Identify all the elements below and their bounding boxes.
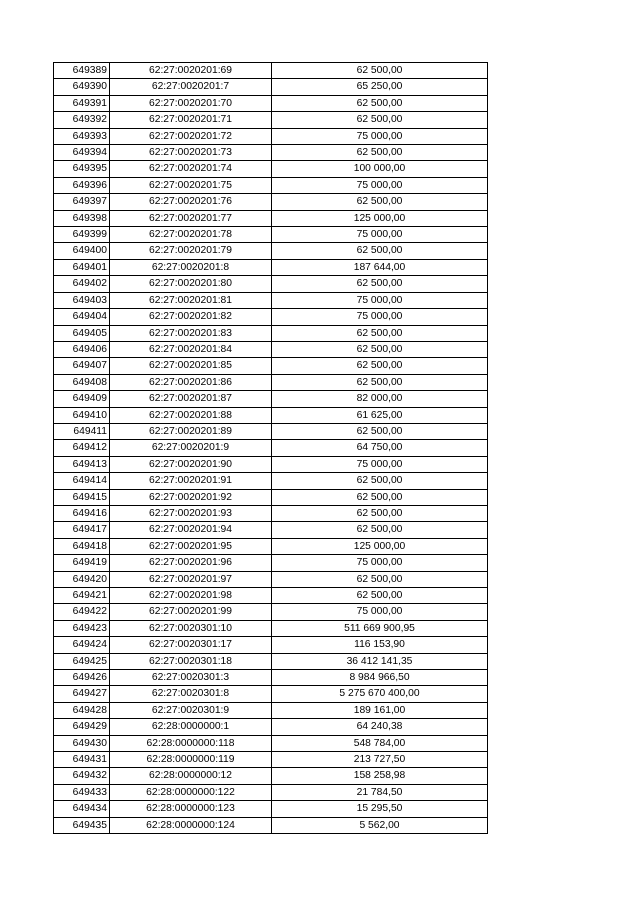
row-id-cell: 649392: [54, 112, 110, 128]
value-cell: 5 562,00: [272, 817, 488, 833]
cadastral-number-cell: 62:27:0020201:8: [110, 259, 272, 275]
cadastral-number-cell: 62:27:0020201:69: [110, 63, 272, 79]
cadastral-number-cell: 62:27:0020201:90: [110, 456, 272, 472]
value-cell: 62 500,00: [272, 112, 488, 128]
cadastral-number-cell: 62:27:0020201:79: [110, 243, 272, 259]
table-row: [54, 276, 488, 292]
cadastral-number-cell: 62:27:0020201:75: [110, 177, 272, 193]
row-id-cell: 649401: [54, 259, 110, 275]
row-id-cell: 649414: [54, 473, 110, 489]
table-row: [54, 571, 488, 587]
cadastral-number-cell: 62:27:0020201:94: [110, 522, 272, 538]
value-cell: 8 984 966,50: [272, 670, 488, 686]
row-id-cell: 649396: [54, 177, 110, 193]
row-id-cell: 649394: [54, 145, 110, 161]
table-row: [54, 489, 488, 505]
value-cell: 75 000,00: [272, 309, 488, 325]
table-row: [54, 292, 488, 308]
row-id-cell: 649434: [54, 801, 110, 817]
table-row: [54, 374, 488, 390]
cadastral-number-cell: 62:27:0020201:80: [110, 276, 272, 292]
cadastral-number-cell: 62:27:0020201:77: [110, 210, 272, 226]
value-cell: 62 500,00: [272, 423, 488, 439]
row-id-cell: 649421: [54, 588, 110, 604]
cadastral-number-cell: 62:27:0020301:9: [110, 702, 272, 718]
cadastral-number-cell: 62:27:0020201:81: [110, 292, 272, 308]
row-id-cell: 649393: [54, 128, 110, 144]
table-row: [54, 817, 488, 833]
cadastral-number-cell: 62:28:0000000:124: [110, 817, 272, 833]
table-row: [54, 391, 488, 407]
table-row: [54, 473, 488, 489]
value-cell: 36 412 141,35: [272, 653, 488, 669]
row-id-cell: 649403: [54, 292, 110, 308]
row-id-cell: 649404: [54, 309, 110, 325]
cadastral-number-cell: 62:28:0000000:118: [110, 735, 272, 751]
value-cell: 62 500,00: [272, 522, 488, 538]
value-cell: 75 000,00: [272, 604, 488, 620]
row-id-cell: 649423: [54, 620, 110, 636]
row-id-cell: 649412: [54, 440, 110, 456]
row-id-cell: 649425: [54, 653, 110, 669]
value-cell: 158 258,98: [272, 768, 488, 784]
value-cell: 187 644,00: [272, 259, 488, 275]
cadastral-number-cell: 62:27:0020201:84: [110, 341, 272, 357]
row-id-cell: 649427: [54, 686, 110, 702]
row-id-cell: 649419: [54, 555, 110, 571]
value-cell: 62 500,00: [272, 473, 488, 489]
table-row: [54, 588, 488, 604]
cadastral-number-cell: 62:27:0020301:3: [110, 670, 272, 686]
data-table-container: [53, 62, 487, 834]
value-cell: 100 000,00: [272, 161, 488, 177]
row-id-cell: 649432: [54, 768, 110, 784]
cadastral-number-cell: 62:27:0020201:9: [110, 440, 272, 456]
row-id-cell: 649430: [54, 735, 110, 751]
row-id-cell: 649422: [54, 604, 110, 620]
table-row: [54, 670, 488, 686]
table-row: [54, 440, 488, 456]
value-cell: 5 275 670 400,00: [272, 686, 488, 702]
value-cell: 189 161,00: [272, 702, 488, 718]
cadastral-number-cell: 62:27:0020201:87: [110, 391, 272, 407]
table-row: [54, 637, 488, 653]
value-cell: 75 000,00: [272, 292, 488, 308]
row-id-cell: 649415: [54, 489, 110, 505]
table-row: [54, 194, 488, 210]
table-row: [54, 538, 488, 554]
table-body: [54, 63, 488, 834]
row-id-cell: 649405: [54, 325, 110, 341]
value-cell: 62 500,00: [272, 341, 488, 357]
table-row: [54, 505, 488, 521]
row-id-cell: 649398: [54, 210, 110, 226]
value-cell: 65 250,00: [272, 79, 488, 95]
value-cell: 64 240,38: [272, 719, 488, 735]
value-cell: 125 000,00: [272, 210, 488, 226]
row-id-cell: 649429: [54, 719, 110, 735]
value-cell: 125 000,00: [272, 538, 488, 554]
row-id-cell: 649426: [54, 670, 110, 686]
table-row: [54, 456, 488, 472]
row-id-cell: 649397: [54, 194, 110, 210]
table-row: [54, 341, 488, 357]
table-row: [54, 752, 488, 768]
table-row: [54, 407, 488, 423]
table-row: [54, 555, 488, 571]
row-id-cell: 649435: [54, 817, 110, 833]
value-cell: 62 500,00: [272, 588, 488, 604]
cadastral-number-cell: 62:27:0020201:82: [110, 309, 272, 325]
row-id-cell: 649410: [54, 407, 110, 423]
row-id-cell: 649402: [54, 276, 110, 292]
row-id-cell: 649409: [54, 391, 110, 407]
cadastral-number-cell: 62:27:0020201:71: [110, 112, 272, 128]
value-cell: 62 500,00: [272, 489, 488, 505]
cadastral-number-cell: 62:27:0020201:7: [110, 79, 272, 95]
cadastral-number-cell: 62:27:0020201:85: [110, 358, 272, 374]
value-cell: 62 500,00: [272, 145, 488, 161]
row-id-cell: 649416: [54, 505, 110, 521]
cadastral-number-cell: 62:28:0000000:123: [110, 801, 272, 817]
table-row: [54, 801, 488, 817]
cadastral-number-cell: 62:27:0020301:17: [110, 637, 272, 653]
value-cell: 82 000,00: [272, 391, 488, 407]
value-cell: 62 500,00: [272, 505, 488, 521]
cadastral-number-cell: 62:27:0020201:70: [110, 95, 272, 111]
cadastral-number-cell: 62:27:0020201:88: [110, 407, 272, 423]
cadastral-number-cell: 62:27:0020201:74: [110, 161, 272, 177]
table-row: [54, 210, 488, 226]
table-row: [54, 309, 488, 325]
value-cell: 64 750,00: [272, 440, 488, 456]
table-row: [54, 145, 488, 161]
table-row: [54, 702, 488, 718]
row-id-cell: 649411: [54, 423, 110, 439]
row-id-cell: 649407: [54, 358, 110, 374]
row-id-cell: 649390: [54, 79, 110, 95]
cadastral-number-cell: 62:27:0020201:86: [110, 374, 272, 390]
table-row: [54, 653, 488, 669]
cadastral-number-cell: 62:27:0020201:76: [110, 194, 272, 210]
table-row: [54, 177, 488, 193]
table-row: [54, 128, 488, 144]
table-row: [54, 79, 488, 95]
row-id-cell: 649400: [54, 243, 110, 259]
table-row: [54, 112, 488, 128]
cadastral-number-cell: 62:27:0020301:10: [110, 620, 272, 636]
cadastral-number-cell: 62:28:0000000:119: [110, 752, 272, 768]
cadastral-number-cell: 62:27:0020201:96: [110, 555, 272, 571]
value-cell: 116 153,90: [272, 637, 488, 653]
cadastral-number-cell: 62:27:0020301:8: [110, 686, 272, 702]
value-cell: 213 727,50: [272, 752, 488, 768]
table-row: [54, 227, 488, 243]
value-cell: 62 500,00: [272, 374, 488, 390]
cadastral-number-cell: 62:28:0000000:12: [110, 768, 272, 784]
cadastral-number-cell: 62:27:0020201:72: [110, 128, 272, 144]
cadastral-number-cell: 62:27:0020201:97: [110, 571, 272, 587]
table-row: [54, 768, 488, 784]
value-cell: 75 000,00: [272, 555, 488, 571]
cadastral-number-cell: 62:27:0020301:18: [110, 653, 272, 669]
value-cell: 61 625,00: [272, 407, 488, 423]
table-row: [54, 423, 488, 439]
table-row: [54, 95, 488, 111]
table-row: [54, 735, 488, 751]
value-cell: 75 000,00: [272, 227, 488, 243]
value-cell: 15 295,50: [272, 801, 488, 817]
cadastral-number-cell: 62:27:0020201:83: [110, 325, 272, 341]
cadastral-number-cell: 62:27:0020201:92: [110, 489, 272, 505]
cadastral-number-cell: 62:27:0020201:91: [110, 473, 272, 489]
cadastral-number-cell: 62:27:0020201:78: [110, 227, 272, 243]
row-id-cell: 649406: [54, 341, 110, 357]
table-row: [54, 719, 488, 735]
cadastral-number-cell: 62:27:0020201:98: [110, 588, 272, 604]
table-row: [54, 161, 488, 177]
table-row: [54, 243, 488, 259]
row-id-cell: 649428: [54, 702, 110, 718]
value-cell: 62 500,00: [272, 63, 488, 79]
row-id-cell: 649431: [54, 752, 110, 768]
row-id-cell: 649424: [54, 637, 110, 653]
value-cell: 62 500,00: [272, 358, 488, 374]
value-cell: 21 784,50: [272, 784, 488, 800]
row-id-cell: 649417: [54, 522, 110, 538]
value-cell: 62 500,00: [272, 243, 488, 259]
row-id-cell: 649413: [54, 456, 110, 472]
value-cell: 548 784,00: [272, 735, 488, 751]
table-row: [54, 63, 488, 79]
table-row: [54, 784, 488, 800]
table-row: [54, 358, 488, 374]
cadastral-number-cell: 62:28:0000000:122: [110, 784, 272, 800]
value-cell: 62 500,00: [272, 325, 488, 341]
table-row: [54, 522, 488, 538]
table-row: [54, 620, 488, 636]
table-row: [54, 325, 488, 341]
row-id-cell: 649389: [54, 63, 110, 79]
value-cell: 62 500,00: [272, 571, 488, 587]
value-cell: 75 000,00: [272, 177, 488, 193]
table-row: [54, 686, 488, 702]
row-id-cell: 649418: [54, 538, 110, 554]
row-id-cell: 649433: [54, 784, 110, 800]
row-id-cell: 649395: [54, 161, 110, 177]
cadastral-number-cell: 62:28:0000000:1: [110, 719, 272, 735]
table-row: [54, 259, 488, 275]
cadastral-number-cell: 62:27:0020201:99: [110, 604, 272, 620]
cadastral-number-cell: 62:27:0020201:93: [110, 505, 272, 521]
row-id-cell: 649399: [54, 227, 110, 243]
row-id-cell: 649408: [54, 374, 110, 390]
table-row: [54, 604, 488, 620]
row-id-cell: 649420: [54, 571, 110, 587]
value-cell: 62 500,00: [272, 95, 488, 111]
value-cell: 62 500,00: [272, 276, 488, 292]
value-cell: 62 500,00: [272, 194, 488, 210]
value-cell: 511 669 900,95: [272, 620, 488, 636]
cadastral-number-cell: 62:27:0020201:73: [110, 145, 272, 161]
value-cell: 75 000,00: [272, 128, 488, 144]
cadastral-number-cell: 62:27:0020201:89: [110, 423, 272, 439]
cadastral-value-table: [53, 62, 488, 834]
value-cell: 75 000,00: [272, 456, 488, 472]
cadastral-number-cell: 62:27:0020201:95: [110, 538, 272, 554]
row-id-cell: 649391: [54, 95, 110, 111]
